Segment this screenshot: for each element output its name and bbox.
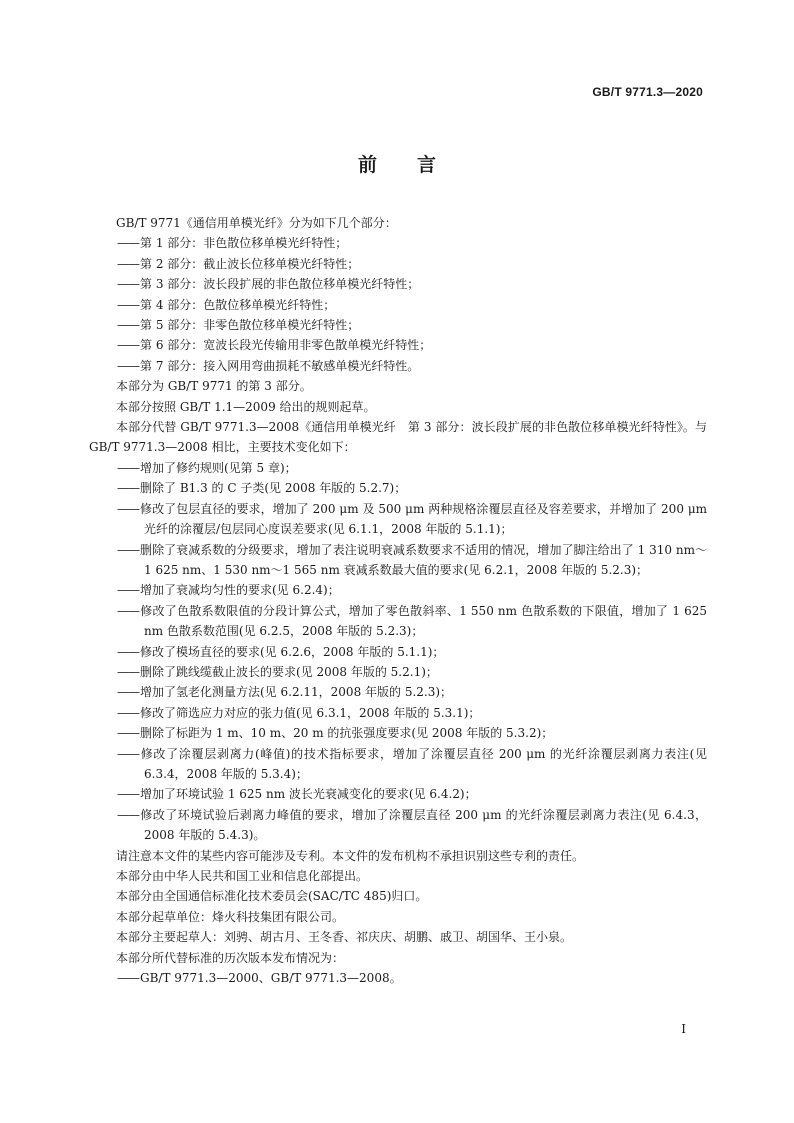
change-item: —— 增加了衰减均匀性的要求(见 6.2.4)； xyxy=(89,580,707,600)
change-item: —— 增加了修约规则(见第 5 章)； xyxy=(89,458,707,478)
page-number: I xyxy=(681,1022,686,1036)
change-item: —— 修改了包层直径的要求，增加了 200 μm 及 500 μm 两种规格涂覆层直径及容差要求，并增加了 200 μm 光纤的涂覆层/包层同心度误差要求(见 6.1.1，2008 年版的 5.1.1)； xyxy=(89,499,707,540)
part-item: —— 第 4 部分：色散位移单模光纤特性； xyxy=(89,295,707,315)
change-item: —— 删除了标距为 1 m、10 m、20 m 的抗张强度要求(见 2008 年版的 5.3.2)； xyxy=(89,723,707,743)
standard-code: GB/T 9771.3—2020 xyxy=(592,85,703,99)
change-item: —— 修改了色散系数限值的分段计算公式，增加了零色散斜率、1 550 nm 色散系数的下限值，增加了 1 625 nm 色散系数范围(见 6.2.5，2008 年版的 5.2.3)； xyxy=(89,601,707,642)
change-item: —— 增加了氢老化测量方法(见 6.2.11，2008 年版的 5.2.3)； xyxy=(89,682,707,702)
committee-statement: 本部分由全国通信标准化技术委员会(SAC/TC 485)归口。 xyxy=(116,889,428,904)
change-item: —— 删除了跳线缆截止波长的要求(见 2008 年版的 5.2.1)； xyxy=(89,662,707,682)
change-item: —— 增加了环境试验 1 625 nm 波长光衰减变化的要求(见 6.4.2)； xyxy=(89,784,707,804)
part-item: —— 第 6 部分：宽波长段光传输用非零色散单模光纤特性； xyxy=(89,335,707,355)
change-item: —— 修改了模场直径的要求(见 6.2.6，2008 年版的 5.1.1)； xyxy=(89,642,707,662)
part-item: —— 第 3 部分：波长段扩展的非色散位移单模光纤特性； xyxy=(89,274,707,294)
intro-paragraph: GB/T 9771《通信用单模光纤》分为如下几个部分： xyxy=(116,216,397,230)
part-of-statement: 本部分为 GB/T 9771 的第 3 部分。 xyxy=(116,379,312,394)
page-title: 前言 xyxy=(357,154,476,176)
part-item: —— 第 1 部分：非色散位移单模光纤特性； xyxy=(89,233,707,253)
drafting-rules-statement: 本部分按照 GB/T 1.1—2009 给出的规则起草。 xyxy=(116,399,376,414)
replaces-statement: 本部分代替 GB/T 9771.3—2008《通信用单模光纤 第 3 部分：波长段扩展的非色散位移单模光纤特性》。与 GB/T 9771.3—2008 相比，主要技术变化如下： xyxy=(89,420,707,455)
change-item: —— 修改了环境试验后剥离力峰值的要求，增加了涂覆层直径 200 μm 的光纤涂覆层剥离力表注(见 6.4.3，2008 年版的 5.4.3)。 xyxy=(89,805,707,846)
history-item: —— GB/T 9771.3—2000、GB/T 9771.3—2008。 xyxy=(89,968,707,988)
part-item: —— 第 5 部分：非零色散位移单模光纤特性； xyxy=(89,315,707,335)
part-item: —— 第 7 部分：接入网用弯曲损耗不敏感单模光纤特性。 xyxy=(89,356,707,376)
change-item: —— 删除了衰减系数的分级要求，增加了表注说明衰减系数要求不适用的情况，增加了脚注给出了 1 310 nm～1 625 nm、1 530 nm～1 565 nm 衰减系数最大值的要求(见 6.2.1，2008 年版的 5.2.3)； xyxy=(89,540,707,581)
change-item: —— 修改了涂覆层剥离力(峰值)的技术指标要求，增加了涂覆层直径 200 μm 的光纤涂覆层剥离力表注(见 6.3.4，2008 年版的 5.3.4)； xyxy=(89,744,707,785)
proposer-statement: 本部分由中华人民共和国工业和信息化部提出。 xyxy=(116,869,369,883)
part-item: —— 第 2 部分：截止波长位移单模光纤特性； xyxy=(89,254,707,274)
change-item: —— 删除了 B1.3 的 C 子类(见 2008 年版的 5.2.7)； xyxy=(89,478,707,498)
history-intro: 本部分所代替标准的历次版本发布情况为： xyxy=(116,950,345,965)
foreword-body xyxy=(89,213,707,988)
drafting-unit-statement: 本部分起草单位：烽火科技集团有限公司。 xyxy=(116,909,345,924)
change-item: —— 修改了筛选应力对应的张力值(见 6.3.1，2008 年版的 5.3.1)； xyxy=(89,703,707,723)
drafters-statement: 本部分主要起草人：刘骋、胡古月、王冬香、祁庆庆、胡鹏、戚卫、胡国华、王小泉。 xyxy=(116,930,573,945)
patent-notice: 请注意本文件的某些内容可能涉及专利。本文件的发布机构不承担识别这些专利的责任。 xyxy=(116,848,585,863)
